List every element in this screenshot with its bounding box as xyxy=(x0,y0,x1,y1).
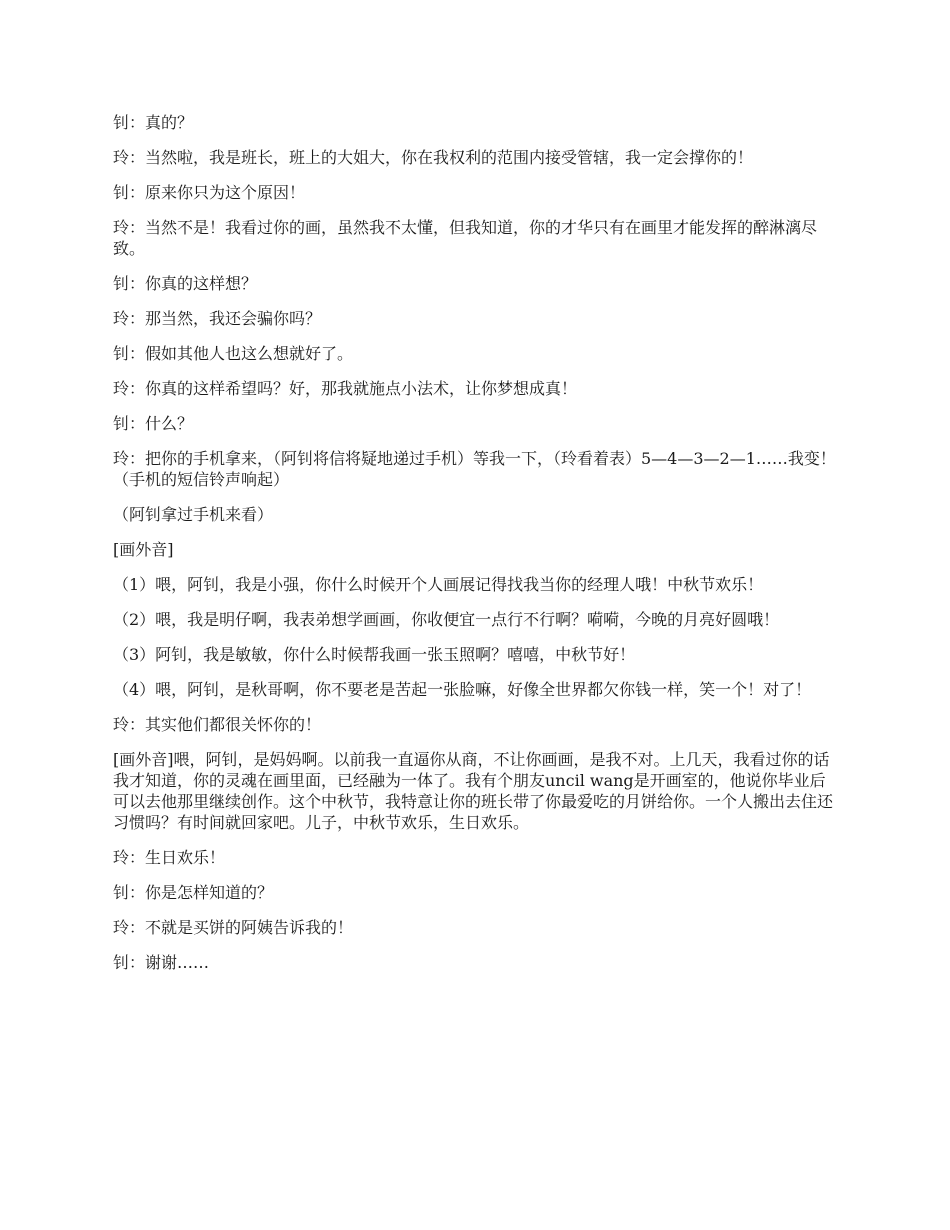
paragraph: 玲：那当然，我还会骗你吗？ xyxy=(113,309,322,328)
paragraph: （4）喂，阿钊，是秋哥啊，你不要老是苦起一张脸嘛，好像全世界都欠你钱一样，笑一个！对了！ xyxy=(113,680,812,699)
paragraph: 钊：假如其他人也这么想就好了。 xyxy=(113,344,354,363)
paragraph: [画外音] xyxy=(113,540,174,559)
paragraph: （1）喂，阿钊，我是小强，你什么时候开个人画展记得找我当你的经理人哦！中秋节欢乐！ xyxy=(113,575,764,594)
paragraph: 玲：生日欢乐！ xyxy=(113,848,226,867)
paragraph: 玲：把你的手机拿来，（阿钊将信将疑地递过手机）等我一下，（玲看着表）5—4—3—2—1……我变！（手机的短信铃声响起） xyxy=(113,449,836,489)
script-text-body xyxy=(113,112,839,987)
paragraph: （阿钊拿过手机来看） xyxy=(113,505,274,524)
paragraph: （3）阿钊，我是敏敏，你什么时候帮我画一张玉照啊？嘻嘻，中秋节好！ xyxy=(113,645,636,664)
paragraph: 玲：你真的这样希望吗？好，那我就施点小法术，让你梦想成真！ xyxy=(113,379,578,398)
paragraph: 钊：你是怎样知道的？ xyxy=(113,883,274,902)
paragraph: 玲：不就是买饼的阿姨告诉我的！ xyxy=(113,918,354,937)
paragraph: 钊：你真的这样想？ xyxy=(113,274,258,293)
paragraph: 钊：什么？ xyxy=(113,414,194,433)
paragraph: 玲：当然不是！我看过你的画，虽然我不太懂，但我知道，你的才华只有在画里才能发挥的醉淋漓尽致。 xyxy=(113,218,818,258)
paragraph: 钊：真的？ xyxy=(113,113,194,132)
paragraph: 钊：原来你只为这个原因！ xyxy=(113,183,306,202)
paragraph: 玲：其实他们都很关怀你的！ xyxy=(113,715,322,734)
paragraph: 钊：谢谢…… xyxy=(113,953,210,972)
paragraph: [画外音]喂，阿钊，是妈妈啊。以前我一直逼你从商，不让你画画，是我不对。上几天，我看过你的话我才知道，你的灵魂在画里面，已经融为一体了。我有个朋友uncil wang是开画室的，他说你毕业后可以去他那里继续创作。这个中秋节，我特意让你的班长带了你最爱吃的月饼给你。一个人搬出去住还习惯吗？有时间就回家吧。儿子，中秋节欢乐，生日欢乐。 xyxy=(113,750,834,832)
paragraph: 玲：当然啦，我是班长，班上的大姐大，你在我权利的范围内接受管辖，我一定会撑你的！ xyxy=(113,148,754,167)
paragraph: （2）喂，我是明仔啊，我表弟想学画画，你收便宜一点行不行啊？嗬嗬，今晚的月亮好圆哦！ xyxy=(113,610,780,629)
